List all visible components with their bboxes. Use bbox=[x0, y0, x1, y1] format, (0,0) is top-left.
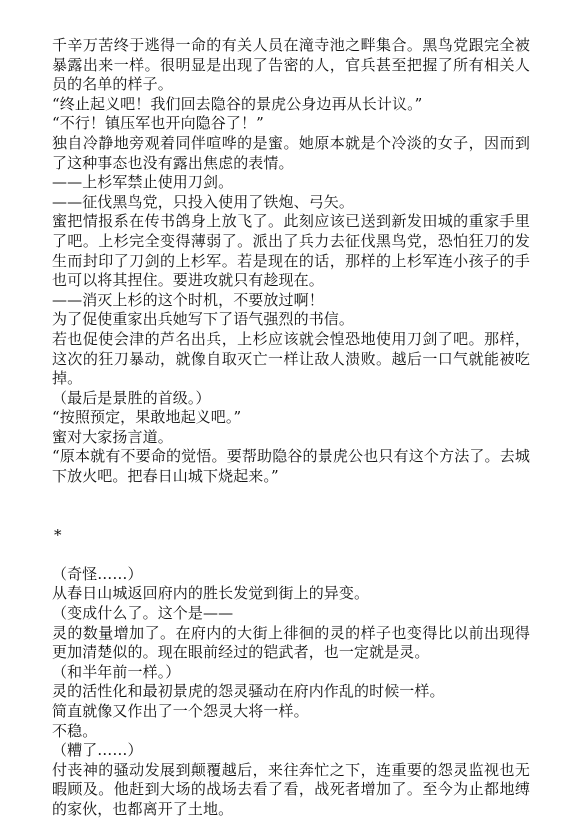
paragraph: 灵的数量增加了。在府内的大街上徘徊的灵的样子也变得比以前出现得更加清楚似的。现在眼前经过的铠武者，也一定就是灵。 bbox=[52, 623, 530, 662]
paragraph: “终止起义吧！我们回去隐谷的景虎公身边再从长计议。” bbox=[52, 94, 423, 113]
paragraph: 千辛万苦终于逃得一命的有关人员在滝寺池之畔集合。黑鸟党跟完全被暴露出来一样。很明显是出现了告密的人，官兵甚至把握了所有相关人员的名单的样子。 bbox=[52, 36, 530, 94]
paragraph: 独自冷静地旁观着同伴喧哗的是蜜。她原本就是个冷淡的女子，因而到了这种事态也没有露出焦虑的表情。 bbox=[52, 133, 530, 172]
paragraph: ——征伐黑鸟党，只投入使用了铁炮、弓矢。 bbox=[52, 192, 355, 211]
paragraph: “原本就有不要命的觉悟。要帮助隐谷的景虎公也只有这个方法了。去城下放火吧。把春日山城下烧起来。” bbox=[52, 447, 530, 486]
spacer bbox=[52, 487, 530, 526]
paragraph: 蜜把情报系在传书鸽身上放飞了。此刻应该已送到新发田城的重家手里了吧。上杉完全变得薄弱了。派出了兵力去征伐黑鸟党，恐怕狂刀的发生而封印了刀剑的上杉军。若是现在的话，那样的上杉军连小孩子的手也可以将其捏住。要进攻就只有趁现在。 bbox=[52, 212, 530, 290]
paragraph: ——消灭上杉的这个时机，不要放过啊！ bbox=[52, 290, 324, 309]
paragraph: 不稳。 bbox=[52, 721, 98, 740]
paragraph: （糟了……） bbox=[52, 741, 143, 760]
paragraph: （变成什么了。这个是—— bbox=[52, 604, 234, 623]
paragraph: （和半年前一样。） bbox=[52, 662, 181, 681]
paragraph: 蜜对大家扬言道。 bbox=[52, 427, 173, 446]
paragraph: 从春日山城返回府内的胜长发觉到街上的异变。 bbox=[52, 584, 370, 603]
paragraph: （最后是景胜的首级。） bbox=[52, 388, 211, 407]
paragraph: 付丧神的骚动发展到颠覆越后，来往奔忙之下，连重要的怨灵监视也无暇顾及。他赶到大场的战场去看了看，战死者增加了。至今为止都地缚的家伙，也都离开了土地。 bbox=[52, 760, 530, 818]
paragraph: 灵的活性化和最初景虎的怨灵骚动在府内作乱的时候一样。 bbox=[52, 682, 445, 701]
spacer bbox=[52, 545, 530, 565]
paragraph: 若也促使会津的芦名出兵，上杉应该就会惶恐地使用刀剑了吧。那样，这次的狂刀暴动，就像自取灭亡一样让敌人溃败。越后一口气就能被吃掉。 bbox=[52, 329, 530, 388]
paragraph: 简直就像又作出了一个怨灵大将一样。 bbox=[52, 702, 309, 720]
paragraph: ——上杉军禁止使用刀剑。 bbox=[52, 173, 234, 192]
document-page bbox=[52, 36, 530, 820]
section-separator: * bbox=[54, 525, 62, 544]
paragraph: “按照预定，果敢地起义吧。” bbox=[52, 408, 242, 427]
paragraph: 为了促使重家出兵她写下了语气强烈的书信。 bbox=[52, 310, 355, 329]
paragraph: （奇怪……） bbox=[52, 564, 143, 583]
section-1 bbox=[52, 36, 530, 487]
paragraph: “不行！镇压军也开向隐谷了！” bbox=[52, 114, 264, 133]
section-2 bbox=[52, 565, 530, 820]
